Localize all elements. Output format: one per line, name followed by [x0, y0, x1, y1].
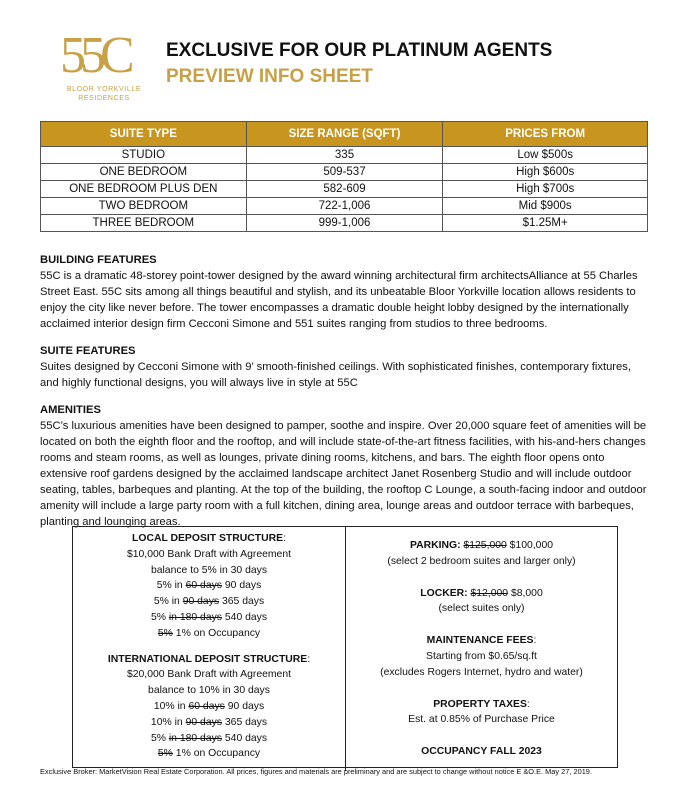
maintenance-heading — [346, 633, 617, 649]
intl-deposit-line-2: balance to 10% in 30 days — [148, 685, 270, 697]
schedule-old-value: in 180 days — [168, 732, 222, 744]
deposit-info-box — [72, 526, 618, 768]
building-features-section — [40, 252, 652, 332]
taxes-line-1: Est. at 0.85% of Purchase Price — [408, 714, 555, 726]
schedule-prefix: 5% — [150, 611, 169, 623]
schedule-prefix: 10% in — [150, 716, 186, 728]
header-suite-type: SUITE TYPE — [41, 122, 247, 147]
intl-deposit-schedule-3 — [73, 731, 345, 747]
table-row — [41, 164, 648, 181]
local-deposit-label: LOCAL DEPOSIT STRUCTURE — [132, 533, 284, 544]
local-deposit-heading — [73, 531, 345, 547]
schedule-new-value: 365 days — [222, 716, 268, 728]
cell-price: High $600s — [443, 164, 648, 181]
schedule-new-value: 1% on Occupancy — [172, 748, 261, 760]
amenities-text: 55C’s luxurious amenities have been designed to pamper, soothe and inspire. Over 20,000 square feet of amenities will be located on both the eighth floor and the rooftop, and will include state-of-the-art fitness facilities, with his-and-hers changes rooms and steam rooms, as well as lounges, private dining rooms, kitchens, and bars. The eighth floor opens onto extensive roof gardens designed by the acclaimed landscape architect Janet Rosenberg Studio and will include outdoor seating, tables, barbeques and planting. At the top of the building, the rooftop C Lounge, a south-facing indoor and outdoor amenity will include a large party room with a full kitchen, dining area, lounge areas and outdoor terrace with barbeques, planting and lounging areas. — [40, 420, 647, 528]
parking-note: (select 2 bedroom suites and larger only) — [387, 555, 576, 567]
locker-line — [346, 586, 617, 602]
amenities-heading: AMENITIES — [40, 404, 101, 416]
cell-suite-type: ONE BEDROOM — [41, 164, 247, 181]
intl-deposit-heading — [73, 652, 345, 668]
page-subtitle: PREVIEW INFO SHEET — [166, 66, 373, 87]
table-row — [41, 198, 648, 215]
schedule-old-value: 90 days — [182, 596, 220, 608]
maintenance-line-2: (excludes Rogers Internet, hydro and water) — [380, 666, 583, 678]
intl-deposit-label: INTERNATIONAL DEPOSIT STRUCTURE — [107, 653, 308, 665]
suite-features-section — [40, 343, 652, 391]
footer-disclaimer: Exclusive Broker: MarketVision Real Estate Corporation. All prices, figures and materials are preliminary and are subject to change without notice E &O.E. May 27, 2019. — [40, 767, 592, 776]
schedule-prefix: 5% in — [156, 580, 186, 592]
schedule-new-value: 540 days — [222, 732, 268, 744]
deposit-structure-column — [73, 527, 346, 771]
suite-features-heading: SUITE FEATURES — [40, 345, 136, 357]
cell-size-range: 582-609 — [246, 181, 443, 198]
intl-deposit-colon: : — [307, 653, 311, 665]
locker-new-price: $8,000 — [508, 587, 543, 599]
logo-line-2: RESIDENCES — [78, 95, 130, 102]
building-features-text: 55C is a dramatic 48-storey point-tower designed by the award winning architectural firm architectsAlliance at 55 Charles Street East. 55C sits among all things beautiful and stylish, and its unbeatable Bloor Yorkville location allows residents to enjoy the city like never before. The tower encompasses a dramatic double height lobby designed by the internationally acclaimed interior design firm Cecconi Simone and 551 suites ranging from studios to three bedrooms. — [40, 270, 638, 330]
cell-suite-type: ONE BEDROOM PLUS DEN — [41, 181, 247, 198]
maintenance-line-1: Starting from $0.65/sq.ft — [426, 650, 537, 662]
intl-deposit-line-1: $20,000 Bank Draft with Agreement — [126, 669, 292, 681]
local-deposit-schedule-3 — [73, 610, 345, 626]
property-details-column — [346, 527, 617, 778]
schedule-old-value: 5% — [157, 627, 173, 639]
suite-pricing-table — [40, 121, 648, 232]
maintenance-label: MAINTENANCE FEES — [426, 635, 534, 647]
local-deposit-colon: : — [283, 533, 286, 544]
brand-logo — [56, 27, 142, 102]
table-header-row — [41, 122, 648, 147]
local-deposit-line-1: $10,000 Bank Draft with Agreement — [126, 548, 292, 560]
cell-price: Mid $900s — [443, 198, 648, 215]
page-title: EXCLUSIVE FOR OUR PLATINUM AGENTS — [166, 40, 553, 61]
header-prices-from: PRICES FROM — [443, 122, 648, 147]
logo-line-1: BLOOR YORKVILLE — [66, 86, 142, 93]
schedule-new-value: 90 days — [224, 700, 265, 712]
schedule-new-value: 1% on Occupancy — [172, 627, 261, 639]
cell-size-range: 509-537 — [246, 164, 443, 181]
schedule-old-value: 60 days — [185, 580, 222, 592]
taxes-label: PROPERTY TAXES — [433, 698, 527, 710]
schedule-prefix: 10% in — [153, 700, 189, 712]
locker-old-price: $12,000 — [470, 587, 509, 599]
table-row — [41, 215, 648, 232]
schedule-new-value: 540 days — [222, 611, 268, 623]
schedule-new-value: 90 days — [222, 580, 262, 592]
cell-suite-type: TWO BEDROOM — [41, 198, 247, 215]
parking-label: PARKING: — [409, 540, 461, 551]
intl-deposit-schedule-1 — [73, 699, 345, 715]
local-deposit-schedule-2 — [73, 594, 345, 610]
local-deposit-line-2: balance to 5% in 30 days — [150, 564, 268, 576]
suite-features-text: Suites designed by Cecconi Simone with 9’ smooth-finished ceilings. With sophisticated finishes, contemporary fixtures, and highly functional designs, you will always live in style at 55C — [40, 361, 631, 389]
parking-new-price: $100,000 — [506, 540, 554, 551]
schedule-prefix: 5% in — [153, 596, 183, 608]
cell-price: $1.25M+ — [443, 215, 648, 232]
schedule-prefix: 5% — [150, 732, 169, 744]
local-deposit-schedule-4 — [73, 626, 345, 642]
cell-size-range: 722-1,006 — [246, 198, 443, 215]
cell-price: Low $500s — [443, 147, 648, 164]
cell-price: High $700s — [443, 181, 648, 198]
parking-old-price: $125,000 — [463, 540, 507, 551]
local-deposit-schedule-1 — [73, 578, 345, 594]
parking-line — [346, 538, 617, 554]
occupancy-label: OCCUPANCY FALL 2023 — [421, 746, 542, 758]
schedule-old-value: 60 days — [188, 700, 225, 712]
maintenance-colon: : — [533, 635, 537, 647]
taxes-colon: : — [526, 698, 530, 710]
amenities-section — [40, 402, 652, 530]
schedule-old-value: in 180 days — [168, 611, 222, 623]
locker-note: (select suites only) — [438, 603, 525, 615]
schedule-new-value: 365 days — [219, 596, 265, 608]
header-size-range: SIZE RANGE (SQFT) — [246, 122, 443, 147]
taxes-heading — [346, 697, 617, 713]
cell-size-range: 999-1,006 — [246, 215, 443, 232]
building-features-heading: BUILDING FEATURES — [40, 254, 157, 266]
schedule-old-value: 90 days — [185, 716, 222, 728]
cell-suite-type: THREE BEDROOM — [41, 215, 247, 232]
table-row — [41, 181, 648, 198]
intl-deposit-schedule-4 — [73, 746, 345, 762]
logo-mark: 55C — [60, 27, 129, 84]
locker-label: LOCKER: — [420, 587, 468, 599]
cell-suite-type: STUDIO — [41, 147, 247, 164]
intl-deposit-schedule-2 — [73, 715, 345, 731]
table-row — [41, 147, 648, 164]
schedule-old-value: 5% — [157, 748, 173, 760]
cell-size-range: 335 — [246, 147, 443, 164]
